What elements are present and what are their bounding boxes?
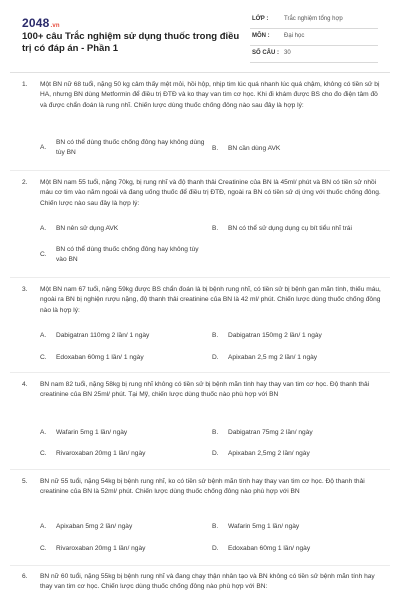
question-number: 1. xyxy=(22,81,28,88)
question-number: 4. xyxy=(22,381,28,388)
logo-main: 2048 xyxy=(22,16,50,30)
option-text: BN cần dùng AVK xyxy=(228,145,281,152)
option-key: A. xyxy=(40,523,47,530)
meta-table xyxy=(250,12,378,63)
option-key: B. xyxy=(212,145,219,152)
header-divider xyxy=(10,72,390,73)
option-text: Dabigatran 150mg 2 lần/ 1 ngày xyxy=(228,332,322,339)
site-logo[interactable] xyxy=(22,16,60,30)
meta-row-class xyxy=(250,12,378,29)
question-divider xyxy=(10,277,390,278)
option-text: Apixaban 2,5mg 2 lần/ ngày xyxy=(228,450,310,457)
question-text: Một BN nữ 68 tuổi, nặng 50 kg cảm thấy mệt mỏi, hồi hộp, nhịp tim lúc quá nhanh lúc quá chậm, không có tiền sử bị HA, nhưng BN dùng Metformin để điều trị ĐTĐ và ko thay van tim cơ học. Khi đi khám được BS cho đo điện tâm đồ và được chẩn đoán là rung nhĩ. Chiến lược dùng thuốc chống đông nào sau đây là hợp lý: xyxy=(40,81,380,109)
option-text: Wafarin 5mg 1 lần/ ngày xyxy=(228,523,300,530)
option-key: C. xyxy=(40,251,47,258)
question-divider xyxy=(10,469,390,470)
question-text: Một BN nam 67 tuổi, nặng 59kg được BS chẩn đoán là bị bệnh rung nhĩ, có tiền sử bị bệnh gan mãn tính, thiếu máu, ngoài ra BN bị nghiện rượu nặng, độ thanh thải creatinine của BN là 42 ml/ phút. Chiến lược dùng thuốc chống đông nào là hợp lý: xyxy=(40,286,381,314)
option-text: Apixaban 5mg 2 lần/ ngày xyxy=(56,523,133,530)
meta-value: Trắc nghiệm tổng hợp xyxy=(284,16,343,22)
option-text: BN có thể sử dụng dụng cụ bít tiểu nhĩ trái xyxy=(228,225,352,232)
question-text: Một BN nam 55 tuổi, nặng 70kg, bị rung nhĩ và độ thanh thải Creatinine của BN là 45ml/ phút và BN có tiền sử nhồi máu cơ tim vào năm ngoái và đang uống thuốc để điều trị ĐTĐ, ngoài ra BN có tiền sử dị ứng với thuốc chống đông. Chiến lược nào sau đây là hợp lý: xyxy=(40,179,381,207)
question-divider xyxy=(10,565,390,566)
meta-label: LỚP : xyxy=(252,16,269,22)
page-title: 100+ câu Trắc nghiệm sử dụng thuốc trong điều trị có đáp án - Phần 1 xyxy=(22,31,240,54)
option-key: C. xyxy=(40,354,47,361)
option-text: Edoxaban 60mg 1 lần/ 1 ngày xyxy=(56,354,144,361)
option-text: BN có thể dùng thuốc chống đông hay không dùng tùy BN xyxy=(56,139,205,156)
option-text: Dabigatran 110mg 2 lần/ 1 ngày xyxy=(56,332,150,339)
meta-row-subject xyxy=(250,29,378,46)
meta-value: 30 xyxy=(284,50,291,56)
option-text: Edoxaban 60mg 1 lần/ ngày xyxy=(228,545,311,552)
option-key: A. xyxy=(40,332,47,339)
logo-suffix: .vn xyxy=(50,23,60,29)
option-key: D. xyxy=(212,354,219,361)
option-text: BN có thể dùng thuốc chống đông hay không tùy vào BN xyxy=(56,246,199,263)
option-key: D. xyxy=(212,545,219,552)
option-text: Rivaroxaban 20mg 1 lần/ ngày xyxy=(56,450,146,457)
option-text: Wafarin 5mg 1 lần/ ngày xyxy=(56,429,128,436)
option-key: D. xyxy=(212,450,219,457)
meta-value: Đại học xyxy=(284,33,305,39)
option-key: B. xyxy=(212,523,219,530)
option-key: A. xyxy=(40,429,47,436)
question-number: 5. xyxy=(22,478,28,485)
option-key: B. xyxy=(212,429,219,436)
option-text: BN nên sử dụng AVK xyxy=(56,225,119,232)
question-number: 6. xyxy=(22,573,28,580)
meta-row-count xyxy=(250,46,378,63)
option-text: Apixaban 2,5 mg 2 lần/ 1 ngày xyxy=(228,354,318,361)
meta-label: MÔN : xyxy=(252,33,270,39)
question-divider xyxy=(10,170,390,171)
meta-label: SỐ CÂU : xyxy=(252,50,279,56)
option-key: B. xyxy=(212,332,219,339)
option-text: Dabigatran 75mg 2 lần/ ngày xyxy=(228,429,313,436)
question-number: 2. xyxy=(22,179,28,186)
question-text: BN nữ 60 tuổi, nặng 55kg bị bệnh rung nhĩ và đang chạy thận nhân tạo và BN không có tiền sử bệnh mãn tính hay thay van tim cơ học. Chiến lược dùng thuốc chống đông nào phù hợp với BN: xyxy=(40,573,375,591)
option-key: C. xyxy=(40,545,47,552)
option-key: A. xyxy=(40,144,47,151)
option-key: B. xyxy=(212,225,219,232)
option-key: A. xyxy=(40,225,47,232)
document-header xyxy=(0,0,400,72)
option-text: Rivaroxaban 20mg 1 lần/ ngày xyxy=(56,545,146,552)
question-divider xyxy=(10,372,390,373)
question-number: 3. xyxy=(22,286,28,293)
option-key: C. xyxy=(40,450,47,457)
question-text: BN nữ 55 tuổi, nặng 54kg bị bệnh rung nhĩ, ko có tiền sử bệnh mãn tính hay thay van tim cơ học. Độ thanh thải creatinine của BN là 52ml/ phút. Chiến lược dùng thuốc chống đông nào phù hợp với BN xyxy=(40,478,365,496)
question-text: BN nam 82 tuổi, nặng 58kg bị rung nhĩ không có tiền sử bị bệnh mãn tính hay thay van tim cơ học. Độ thanh thải creatinine của BN 25ml/ phút. Tại Mỹ, chiến lược dùng thuốc nào phù hợp với BN xyxy=(40,381,370,399)
